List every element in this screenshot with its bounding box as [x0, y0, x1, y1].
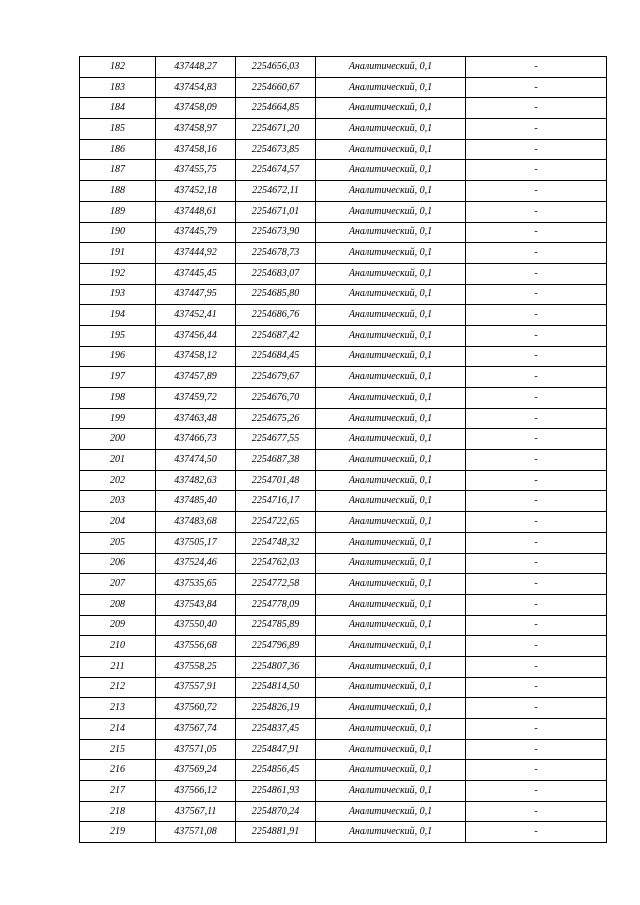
point-number-cell: 194	[80, 305, 156, 326]
y-coordinate-cell: 2254762,03	[236, 553, 316, 574]
x-coordinate-cell: 437524,46	[156, 553, 236, 574]
note-cell: -	[466, 615, 607, 636]
method-accuracy-cell: Аналитический, 0,1	[316, 801, 466, 822]
method-accuracy-cell: Аналитический, 0,1	[316, 119, 466, 140]
note-cell: -	[466, 388, 607, 409]
x-coordinate-cell: 437566,12	[156, 781, 236, 802]
note-cell: -	[466, 429, 607, 450]
method-accuracy-cell: Аналитический, 0,1	[316, 139, 466, 160]
coordinates-table-body	[80, 57, 607, 843]
table-row	[80, 429, 607, 450]
x-coordinate-cell: 437535,65	[156, 574, 236, 595]
table-row	[80, 325, 607, 346]
table-row	[80, 284, 607, 305]
note-cell: -	[466, 222, 607, 243]
method-accuracy-cell: Аналитический, 0,1	[316, 470, 466, 491]
y-coordinate-cell: 2254837,45	[236, 719, 316, 740]
y-coordinate-cell: 2254679,67	[236, 367, 316, 388]
note-cell: -	[466, 512, 607, 533]
point-number-cell: 191	[80, 243, 156, 264]
note-cell: -	[466, 181, 607, 202]
note-cell: -	[466, 698, 607, 719]
y-coordinate-cell: 2254672,11	[236, 181, 316, 202]
method-accuracy-cell: Аналитический, 0,1	[316, 615, 466, 636]
method-accuracy-cell: Аналитический, 0,1	[316, 367, 466, 388]
method-accuracy-cell: Аналитический, 0,1	[316, 553, 466, 574]
point-number-cell: 189	[80, 201, 156, 222]
y-coordinate-cell: 2254807,36	[236, 656, 316, 677]
x-coordinate-cell: 437474,50	[156, 450, 236, 471]
method-accuracy-cell: Аналитический, 0,1	[316, 512, 466, 533]
y-coordinate-cell: 2254677,55	[236, 429, 316, 450]
note-cell: -	[466, 450, 607, 471]
method-accuracy-cell: Аналитический, 0,1	[316, 77, 466, 98]
y-coordinate-cell: 2254687,42	[236, 325, 316, 346]
point-number-cell: 215	[80, 739, 156, 760]
note-cell: -	[466, 408, 607, 429]
method-accuracy-cell: Аналитический, 0,1	[316, 243, 466, 264]
point-number-cell: 196	[80, 346, 156, 367]
y-coordinate-cell: 2254870,24	[236, 801, 316, 822]
note-cell: -	[466, 201, 607, 222]
method-accuracy-cell: Аналитический, 0,1	[316, 822, 466, 843]
x-coordinate-cell: 437448,61	[156, 201, 236, 222]
table-row	[80, 553, 607, 574]
table-row	[80, 574, 607, 595]
table-row	[80, 388, 607, 409]
x-coordinate-cell: 437457,89	[156, 367, 236, 388]
x-coordinate-cell: 437463,48	[156, 408, 236, 429]
y-coordinate-cell: 2254673,90	[236, 222, 316, 243]
x-coordinate-cell: 437452,18	[156, 181, 236, 202]
note-cell: -	[466, 57, 607, 78]
note-cell: -	[466, 263, 607, 284]
table-row	[80, 532, 607, 553]
method-accuracy-cell: Аналитический, 0,1	[316, 781, 466, 802]
note-cell: -	[466, 119, 607, 140]
table-row	[80, 470, 607, 491]
point-number-cell: 190	[80, 222, 156, 243]
table-row	[80, 201, 607, 222]
note-cell: -	[466, 553, 607, 574]
note-cell: -	[466, 305, 607, 326]
point-number-cell: 208	[80, 594, 156, 615]
table-row	[80, 305, 607, 326]
note-cell: -	[466, 801, 607, 822]
y-coordinate-cell: 2254671,20	[236, 119, 316, 140]
x-coordinate-cell: 437466,73	[156, 429, 236, 450]
table-row	[80, 450, 607, 471]
point-number-cell: 214	[80, 719, 156, 740]
method-accuracy-cell: Аналитический, 0,1	[316, 181, 466, 202]
point-number-cell: 209	[80, 615, 156, 636]
note-cell: -	[466, 760, 607, 781]
x-coordinate-cell: 437482,63	[156, 470, 236, 491]
method-accuracy-cell: Аналитический, 0,1	[316, 388, 466, 409]
point-number-cell: 211	[80, 656, 156, 677]
method-accuracy-cell: Аналитический, 0,1	[316, 57, 466, 78]
point-number-cell: 183	[80, 77, 156, 98]
x-coordinate-cell: 437550,40	[156, 615, 236, 636]
x-coordinate-cell: 437569,24	[156, 760, 236, 781]
note-cell: -	[466, 719, 607, 740]
y-coordinate-cell: 2254664,85	[236, 98, 316, 119]
x-coordinate-cell: 437558,25	[156, 656, 236, 677]
method-accuracy-cell: Аналитический, 0,1	[316, 491, 466, 512]
y-coordinate-cell: 2254881,91	[236, 822, 316, 843]
method-accuracy-cell: Аналитический, 0,1	[316, 636, 466, 657]
point-number-cell: 195	[80, 325, 156, 346]
y-coordinate-cell: 2254778,09	[236, 594, 316, 615]
note-cell: -	[466, 739, 607, 760]
y-coordinate-cell: 2254785,89	[236, 615, 316, 636]
table-row	[80, 698, 607, 719]
method-accuracy-cell: Аналитический, 0,1	[316, 760, 466, 781]
table-row	[80, 636, 607, 657]
table-row	[80, 346, 607, 367]
point-number-cell: 201	[80, 450, 156, 471]
method-accuracy-cell: Аналитический, 0,1	[316, 574, 466, 595]
x-coordinate-cell: 437455,75	[156, 160, 236, 181]
x-coordinate-cell: 437458,16	[156, 139, 236, 160]
point-number-cell: 206	[80, 553, 156, 574]
y-coordinate-cell: 2254685,80	[236, 284, 316, 305]
y-coordinate-cell: 2254814,50	[236, 677, 316, 698]
method-accuracy-cell: Аналитический, 0,1	[316, 408, 466, 429]
table-row	[80, 160, 607, 181]
point-number-cell: 193	[80, 284, 156, 305]
table-row	[80, 139, 607, 160]
point-number-cell: 219	[80, 822, 156, 843]
y-coordinate-cell: 2254847,91	[236, 739, 316, 760]
x-coordinate-cell: 437483,68	[156, 512, 236, 533]
method-accuracy-cell: Аналитический, 0,1	[316, 201, 466, 222]
y-coordinate-cell: 2254796,89	[236, 636, 316, 657]
method-accuracy-cell: Аналитический, 0,1	[316, 719, 466, 740]
x-coordinate-cell: 437567,11	[156, 801, 236, 822]
point-number-cell: 184	[80, 98, 156, 119]
table-row	[80, 222, 607, 243]
note-cell: -	[466, 532, 607, 553]
note-cell: -	[466, 491, 607, 512]
point-number-cell: 199	[80, 408, 156, 429]
table-row	[80, 781, 607, 802]
note-cell: -	[466, 594, 607, 615]
point-number-cell: 202	[80, 470, 156, 491]
table-row	[80, 677, 607, 698]
y-coordinate-cell: 2254826,19	[236, 698, 316, 719]
table-row	[80, 512, 607, 533]
table-row	[80, 491, 607, 512]
x-coordinate-cell: 437458,12	[156, 346, 236, 367]
method-accuracy-cell: Аналитический, 0,1	[316, 284, 466, 305]
y-coordinate-cell: 2254687,38	[236, 450, 316, 471]
method-accuracy-cell: Аналитический, 0,1	[316, 98, 466, 119]
x-coordinate-cell: 437445,79	[156, 222, 236, 243]
x-coordinate-cell: 437557,91	[156, 677, 236, 698]
point-number-cell: 192	[80, 263, 156, 284]
note-cell: -	[466, 160, 607, 181]
method-accuracy-cell: Аналитический, 0,1	[316, 222, 466, 243]
point-number-cell: 186	[80, 139, 156, 160]
note-cell: -	[466, 656, 607, 677]
method-accuracy-cell: Аналитический, 0,1	[316, 739, 466, 760]
y-coordinate-cell: 2254674,57	[236, 160, 316, 181]
table-row	[80, 367, 607, 388]
note-cell: -	[466, 781, 607, 802]
table-row	[80, 77, 607, 98]
table-row	[80, 243, 607, 264]
x-coordinate-cell: 437556,68	[156, 636, 236, 657]
y-coordinate-cell: 2254678,73	[236, 243, 316, 264]
note-cell: -	[466, 677, 607, 698]
method-accuracy-cell: Аналитический, 0,1	[316, 450, 466, 471]
y-coordinate-cell: 2254660,67	[236, 77, 316, 98]
x-coordinate-cell: 437456,44	[156, 325, 236, 346]
point-number-cell: 185	[80, 119, 156, 140]
point-number-cell: 182	[80, 57, 156, 78]
x-coordinate-cell: 437458,97	[156, 119, 236, 140]
x-coordinate-cell: 437485,40	[156, 491, 236, 512]
note-cell: -	[466, 243, 607, 264]
x-coordinate-cell: 437458,09	[156, 98, 236, 119]
note-cell: -	[466, 346, 607, 367]
table-row	[80, 615, 607, 636]
table-row	[80, 760, 607, 781]
note-cell: -	[466, 367, 607, 388]
x-coordinate-cell: 437448,27	[156, 57, 236, 78]
point-number-cell: 210	[80, 636, 156, 657]
point-number-cell: 198	[80, 388, 156, 409]
table-row	[80, 719, 607, 740]
note-cell: -	[466, 822, 607, 843]
table-row	[80, 801, 607, 822]
point-number-cell: 187	[80, 160, 156, 181]
note-cell: -	[466, 284, 607, 305]
table-row	[80, 181, 607, 202]
y-coordinate-cell: 2254861,93	[236, 781, 316, 802]
method-accuracy-cell: Аналитический, 0,1	[316, 594, 466, 615]
note-cell: -	[466, 636, 607, 657]
y-coordinate-cell: 2254701,48	[236, 470, 316, 491]
x-coordinate-cell: 437459,72	[156, 388, 236, 409]
point-number-cell: 218	[80, 801, 156, 822]
x-coordinate-cell: 437505,17	[156, 532, 236, 553]
point-number-cell: 205	[80, 532, 156, 553]
table-row	[80, 98, 607, 119]
x-coordinate-cell: 437571,05	[156, 739, 236, 760]
y-coordinate-cell: 2254684,45	[236, 346, 316, 367]
table-row	[80, 656, 607, 677]
note-cell: -	[466, 139, 607, 160]
table-row	[80, 119, 607, 140]
x-coordinate-cell: 437452,41	[156, 305, 236, 326]
x-coordinate-cell: 437560,72	[156, 698, 236, 719]
method-accuracy-cell: Аналитический, 0,1	[316, 656, 466, 677]
note-cell: -	[466, 98, 607, 119]
x-coordinate-cell: 437445,45	[156, 263, 236, 284]
point-number-cell: 217	[80, 781, 156, 802]
x-coordinate-cell: 437454,83	[156, 77, 236, 98]
y-coordinate-cell: 2254716,17	[236, 491, 316, 512]
method-accuracy-cell: Аналитический, 0,1	[316, 698, 466, 719]
table-row	[80, 739, 607, 760]
method-accuracy-cell: Аналитический, 0,1	[316, 346, 466, 367]
note-cell: -	[466, 325, 607, 346]
y-coordinate-cell: 2254683,07	[236, 263, 316, 284]
method-accuracy-cell: Аналитический, 0,1	[316, 677, 466, 698]
table-row	[80, 57, 607, 78]
note-cell: -	[466, 77, 607, 98]
method-accuracy-cell: Аналитический, 0,1	[316, 160, 466, 181]
point-number-cell: 212	[80, 677, 156, 698]
table-row	[80, 408, 607, 429]
point-number-cell: 203	[80, 491, 156, 512]
x-coordinate-cell: 437571,08	[156, 822, 236, 843]
method-accuracy-cell: Аналитический, 0,1	[316, 305, 466, 326]
y-coordinate-cell: 2254676,70	[236, 388, 316, 409]
point-number-cell: 207	[80, 574, 156, 595]
point-number-cell: 197	[80, 367, 156, 388]
point-number-cell: 200	[80, 429, 156, 450]
y-coordinate-cell: 2254748,32	[236, 532, 316, 553]
x-coordinate-cell: 437543,84	[156, 594, 236, 615]
point-number-cell: 188	[80, 181, 156, 202]
method-accuracy-cell: Аналитический, 0,1	[316, 532, 466, 553]
point-number-cell: 213	[80, 698, 156, 719]
note-cell: -	[466, 574, 607, 595]
y-coordinate-cell: 2254686,76	[236, 305, 316, 326]
y-coordinate-cell: 2254671,01	[236, 201, 316, 222]
coordinates-table	[79, 56, 607, 843]
table-row	[80, 594, 607, 615]
method-accuracy-cell: Аналитический, 0,1	[316, 429, 466, 450]
y-coordinate-cell: 2254656,03	[236, 57, 316, 78]
table-row	[80, 263, 607, 284]
y-coordinate-cell: 2254673,85	[236, 139, 316, 160]
x-coordinate-cell: 437447,95	[156, 284, 236, 305]
table-row	[80, 822, 607, 843]
x-coordinate-cell: 437567,74	[156, 719, 236, 740]
x-coordinate-cell: 437444,92	[156, 243, 236, 264]
method-accuracy-cell: Аналитический, 0,1	[316, 263, 466, 284]
point-number-cell: 204	[80, 512, 156, 533]
method-accuracy-cell: Аналитический, 0,1	[316, 325, 466, 346]
y-coordinate-cell: 2254856,45	[236, 760, 316, 781]
y-coordinate-cell: 2254675,26	[236, 408, 316, 429]
point-number-cell: 216	[80, 760, 156, 781]
y-coordinate-cell: 2254772,58	[236, 574, 316, 595]
y-coordinate-cell: 2254722,65	[236, 512, 316, 533]
note-cell: -	[466, 470, 607, 491]
